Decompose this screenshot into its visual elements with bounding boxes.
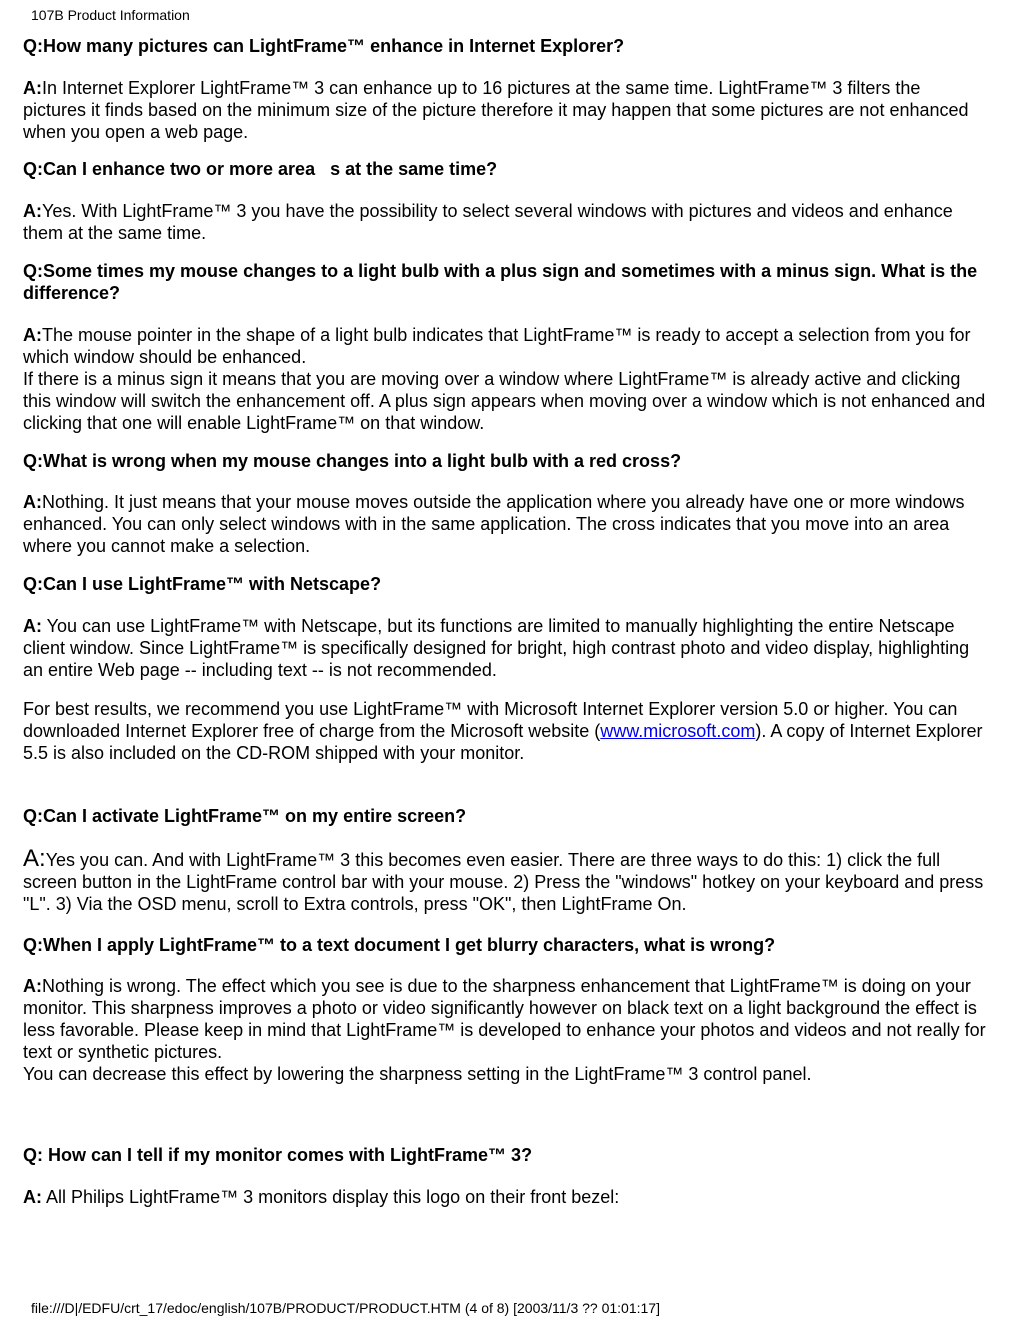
answer-prefix: A: [23,976,42,996]
faq-question-3: Q:Some times my mouse changes to a light bulb with a plus sign and sometimes with a minus sign. What is the difference? [23,261,978,303]
faq-answer-2 [23,200,988,244]
answer-text: You can decrease this effect by lowering the sharpness setting in the LightFrame™ 3 control panel. [23,1064,812,1084]
faq-answer-8 [23,1186,988,1208]
answer-text: Nothing is wrong. The effect which you see is due to the sharpness enhancement that LightFrame™ is doing on your monitor. This sharpness improves a photo or video significantly however on black text on a light background the effect is less favorable. Please keep in mind that LightFrame™ is developed to enhance your photos and videos and not really for text or synthetic pictures. [23,976,986,1062]
answer-text: Yes. With LightFrame™ 3 you have the possibility to select several windows with pictures and videos and enhance them at the same time. [23,201,953,243]
faq-answer-6 [23,845,988,915]
answer-prefix: A: [23,492,42,512]
microsoft-website-link[interactable]: www.microsoft.com [600,721,756,741]
faq-question-2 [23,158,988,180]
faq-question-7: Q:When I apply LightFrame™ to a text document I get blurry characters, what is wrong? [23,935,776,955]
answer-prefix: A: [23,845,46,872]
faq-answer-1 [23,77,988,143]
faq-answer-4 [23,491,988,557]
question-part: Q:Can I enhance two or more area [23,159,316,179]
answer-text: If there is a minus sign it means that you are moving over a window where LightFrame™ is already active and clicking this window will switch the enhancement off. A plus sign appears when moving over a window which is not enhanced and clicking that one will enable LightFrame™ on that window. [23,369,986,433]
answer-prefix: A: [23,201,42,221]
answer-prefix: A: [23,616,42,636]
faq-answer-5-paragraph-2 [23,698,988,764]
answer-text: ). A copy of Internet Explorer 5.5 is also included on the CD-ROM shipped with your monitor. [23,721,983,763]
answer-text: You can use LightFrame™ with Netscape, but its functions are limited to manually highlighting the entire Netscape client window. Since LightFrame™ is specifically designed for bright, high contrast photo and video display, highlighting an entire Web page -- including text -- is not recommended. [23,616,970,680]
answer-text: The mouse pointer in the shape of a light bulb indicates that LightFrame™ is ready to accept a selection from you for which window should be enhanced. [23,325,971,367]
answer-text: Nothing. It just means that your mouse moves outside the application where you already have one or more windows enhanced. You can only select windows with in the same application. The cross indicates that you move into an area where you cannot make a selection. [23,492,965,556]
faq-answer-5 [23,615,988,681]
page-header: 107B Product Information [31,7,190,23]
faq-question-5: Q:Can I use LightFrame™ with Netscape? [23,574,382,594]
answer-prefix: A: [23,1187,42,1207]
faq-question-4: Q:What is wrong when my mouse changes into a light bulb with a red cross? [23,451,682,471]
question-part: s at the same time? [330,159,498,179]
answer-text: For best results, we recommend you use LightFrame™ with Microsoft Internet Explorer version 5.0 or higher. You can downloaded Internet Explorer free of charge from the Microsoft website ( [23,699,958,741]
answer-text: All Philips LightFrame™ 3 monitors display this logo on their front bezel: [42,1187,620,1207]
faq-answer-3 [23,324,988,434]
faq-question-6: Q:Can I activate LightFrame™ on my entire screen? [23,806,467,826]
answer-text: Yes you can. And with LightFrame™ 3 this becomes even easier. There are three ways to do this: 1) click the full screen button in the LightFrame control bar with your mouse. 2) Press the "windows" hotkey on your keyboard and press "L". 3) Via the OSD menu, scroll to Extra controls, press "OK", then LightFrame On. [23,850,984,914]
answer-text: In Internet Explorer LightFrame™ 3 can enhance up to 16 pictures at the same time. LightFrame™ 3 filters the pictures it finds based on the minimum size of the picture therefore it may happen that some pictures are not enhanced when you open a web page. [23,78,969,142]
answer-prefix: A: [23,325,42,345]
answer-prefix: A: [23,78,42,98]
faq-question-8: Q: How can I tell if my monitor comes with LightFrame™ 3? [23,1145,533,1165]
page-footer-path: file:///D|/EDFU/crt_17/edoc/english/107B/PRODUCT/PRODUCT.HTM (4 of 8) [2003/11/3 ?? 01:01:17] [31,1300,660,1316]
faq-question-1: Q:How many pictures can LightFrame™ enhance in Internet Explorer? [23,36,625,56]
faq-answer-7 [23,975,988,1085]
